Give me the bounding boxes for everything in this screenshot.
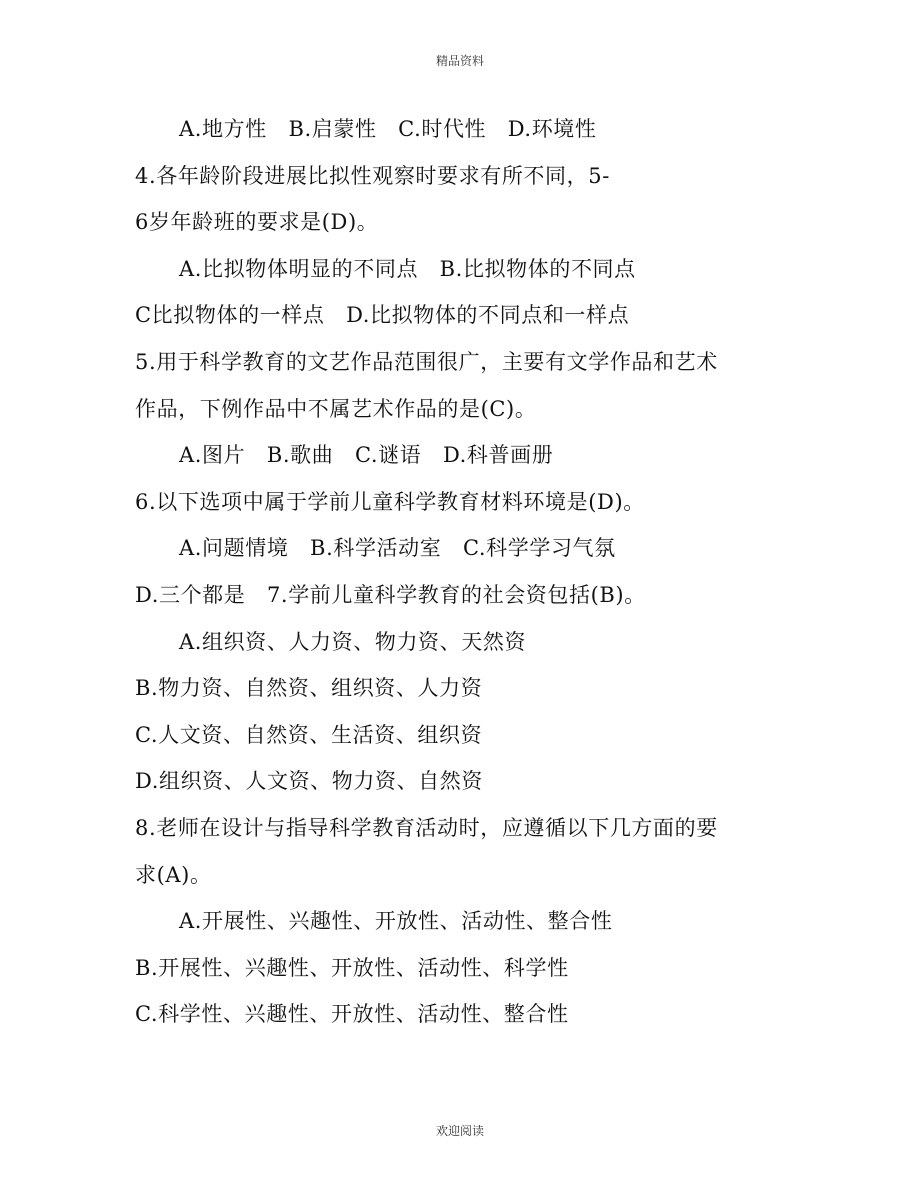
option-line: C比拟物体的一样点 D.比拟物体的不同点和一样点 — [135, 303, 630, 328]
document-body — [135, 106, 795, 1038]
question-line: 作品，下例作品中不属艺术作品的是(C)。 — [135, 396, 537, 421]
option-line: A.地方性 B.启蒙性 C.时代性 D.环境性 — [179, 117, 597, 141]
option-line: A.比拟物体明显的不同点 B.比拟物体的不同点 — [179, 256, 636, 281]
question-line: 求(A)。 — [135, 862, 212, 887]
page-footer: 欢迎阅读 — [435, 1124, 484, 1138]
question-line: 8.老师在设计与指导科学教育活动时，应遵循以下几方面的要 — [135, 815, 718, 840]
question-line: 4.各年龄阶段进展比拟性观察时要求有所不同，5- — [135, 163, 610, 188]
option-line: A.组织资、人力资、物力资、天然资 — [179, 629, 527, 654]
option-line: D.组织资、人文资、物力资、自然资 — [135, 769, 483, 794]
question-line: 5.用于科学教育的文艺作品范围很广，主要有文学作品和艺术 — [135, 349, 718, 374]
option-line: C.人文资、自然资、生活资、组织资 — [135, 722, 483, 747]
option-line: A.问题情境 B.科学活动室 C.科学学习气氛 — [179, 536, 616, 561]
option-line: C.科学性、兴趣性、开放性、活动性、整合性 — [135, 1002, 569, 1027]
option-line: B.物力资、自然资、组织资、人力资 — [135, 676, 483, 701]
option-line: B.开展性、兴趣性、开放性、活动性、科学性 — [135, 955, 569, 980]
question-line: 6.以下选项中属于学前儿童科学教育材料环境是(D)。 — [135, 489, 645, 514]
option-line: A.开展性、兴趣性、开放性、活动性、整合性 — [179, 909, 613, 934]
page-header: 精品资料 — [435, 54, 484, 68]
question-line: 6岁年龄班的要求是(D)。 — [135, 210, 379, 235]
question-line: D.三个都是 7.学前儿童科学教育的社会资包括(B)。 — [135, 582, 646, 607]
option-line: A.图片 B.歌曲 C.谜语 D.科普画册 — [179, 443, 554, 468]
